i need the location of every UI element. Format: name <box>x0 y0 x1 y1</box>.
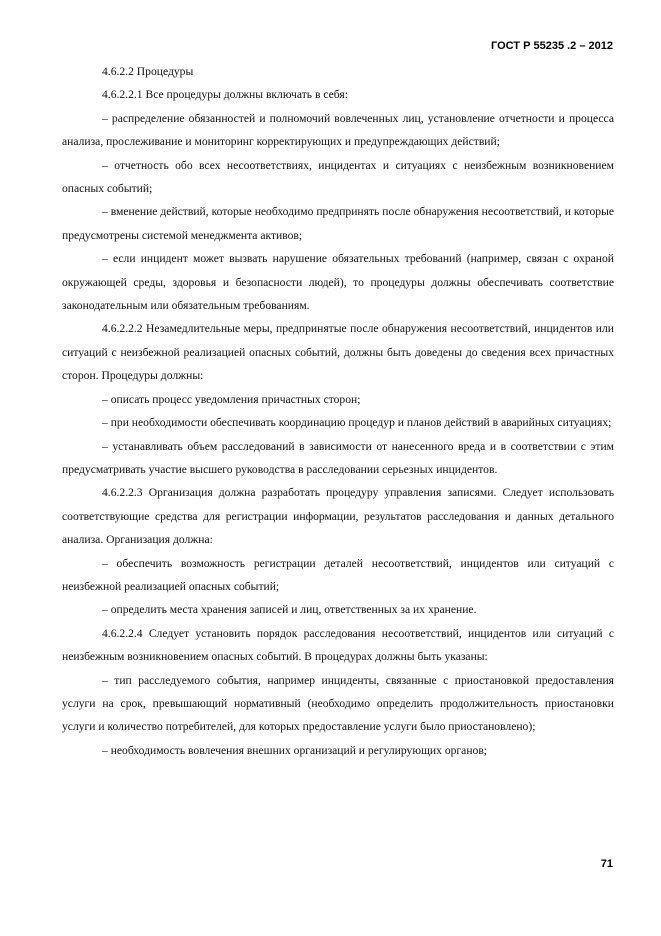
document-header: ГОСТ Р 55235 .2 – 2012 <box>490 40 613 52</box>
list-item: – определить места хранения записей и лиц, ответственных за их хранение. <box>102 603 477 617</box>
list-item: – при необходимости обеспечивать координацию процедур и планов действий в аварийных ситуациях; <box>102 416 612 430</box>
list-item: – необходимость вовлечения внешних организаций и регулирующих органов; <box>102 743 488 757</box>
list-item: – устанавливать объем расследований в зависимости от нанесенного вреда и в соответствии с этим предусматривать участие высшего руководства в расследовании серьезных инцидентов. <box>62 439 614 476</box>
list-item: – если инцидент может вызвать нарушение обязательных требований (например, связан с охраной окружающей среды, здоровья и безопасности людей), то процедуры должны обеспечивать соответствие законодательным или обязательным требованиям. <box>62 252 614 313</box>
list-item: – отчетность обо всех несоответствиях, инцидентах и ситуациях с неизбежным возникновением опасных событий; <box>62 158 614 196</box>
paragraph: 4.6.2.2.1 Все процедуры должны включать в себя: <box>102 88 348 102</box>
page-number: 71 <box>600 858 613 870</box>
section-heading: 4.6.2.2 Процедуры <box>102 65 194 78</box>
paragraph: 4.6.2.2.2 Незамедлительные меры, предпринятые после обнаружения несоответствий, инцидентов или ситуаций с неизбежной реализацией опасных событий, должны быть доведены до сведения всех причастных сторон. Процедуры должны: <box>62 322 614 383</box>
list-item: – тип расследуемого события, например инциденты, связанные с приостановкой предоставления услуги на срок, превышающий нормативный (необходимо определить продолжительность приостановки услуги и количество потребителей, для которых предоставление услуги было приостановлено); <box>62 673 614 734</box>
list-item: – вменение действий, которые необходимо предпринять после обнаружения несоответствий, и которые предусмотрены системой менеджмента активов; <box>62 205 614 242</box>
document-body <box>62 60 614 762</box>
list-item: – распределение обязанностей и полномочий вовлеченных лиц, установление отчетности и процесса анализа, прослеживание и мониторинг корректирующих и предупреждающих действий; <box>62 111 614 149</box>
list-item: – описать процесс уведомления причастных сторон; <box>102 392 361 406</box>
list-item: – обеспечить возможность регистрации деталей несоответствий, инцидентов или ситуаций с неизбежной реализацией опасных событий; <box>62 556 614 593</box>
paragraph: 4.6.2.2.4 Следует установить порядок расследования несоответствий, инцидентов или ситуаций с неизбежным возникновением опасных событий. В процедурах должны быть указаны: <box>62 626 614 664</box>
paragraph: 4.6.2.2.3 Организация должна разработать процедуру управления записями. Следует использовать соответствующие средства для регистрации информации, результатов расследования и данных детального анализа. Организация должна: <box>62 486 614 547</box>
